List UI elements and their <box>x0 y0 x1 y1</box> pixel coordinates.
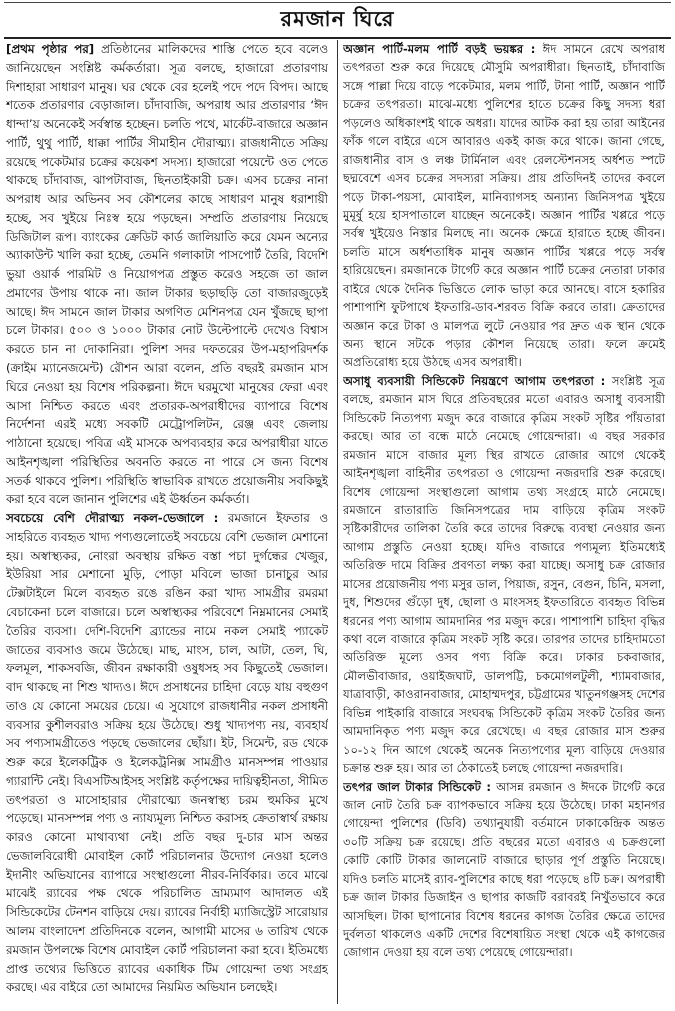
paragraph-text: ঈদ সামনে রেখে অপরাধ তৎপরতা শুরু করে দিয়েছে মৌসুমি অপরাধীরা। ছিনতাই, চাঁদাবাজি সঙ্গে পাল্লা দিয়ে বাড়ে পকেটমার, মলম পার্টি, টানা পার্টি, অজ্ঞান পার্টি চক্রের তৎপরতা। মাঝে-মধ্যে পুলিশের হাতে চক্রের কিছু সদস্য ধরা পড়লেও অধিকাংশই থাকে অধরা। যাদের আটক করা হয় তারা আইনের ফাঁক গলে বাইরে এসে আবারও একই কাজ করে থাকে। জানা গেছে, রাজধানীর বাস ও লঞ্চ টার্মিনাল এবং রেলস্টেশনসহ অর্ধশত স্পটে ছদ্মবেশে এসব চক্রের সদস্যরা সক্রিয়। প্রায় প্রতিদিনই তাদের কবলে পড়ে টাকা-পয়সা, মোবাইল, মানিব্যাগসহ অন্যান্য জিনিসপত্র খুইয়ে মুমূর্ষু হয়ে হাসপাতালে যাচ্ছেন অনেকেই। অজ্ঞান পার্টির খপ্পরে পড়ে সর্বস্ব খুইয়েও নিস্তার মিলছে না। অনেক ক্ষেত্রে হারাতে হচ্ছে জীবন। চলতি মাসে অর্ধশতাধিক মানুষ অজ্ঞান পার্টির খপ্পরে পড়ে সর্বস্ব হারিয়েছেন। রমজানকে টার্গেট করে অজ্ঞান পার্টি চক্রের নেতারা ঢাকার বাইরে থেকে দৈনিক ভিত্তিতে লোক ভাড়া করে আনছে। বাসে হকারির পাশাপাশি ফুটপাথে ইফতারি-ডাব-শরবত বিক্রি করবে তারা। ক্রেতাদের অজ্ঞান করে টাকা ও মালপত্র লুটে নেওয়ার পর দ্রুত এক স্থান থেকে অন্য স্থানে সটকে পড়ার কৌশল নিয়েছে তারা। ফলে ক্রমেই অপ্রতিরোধ্য হয়ে উঠছে এসব অপরাধী। <box>343 42 665 370</box>
right-column <box>343 40 665 1004</box>
subheading: অসাধু ব্যবসায়ী সিন্ডিকেট নিয়ন্ত্রণে আগাম তৎপরতা : <box>343 373 606 388</box>
column-divider <box>337 40 338 1004</box>
page-title: রমজান ঘিরে <box>280 5 395 31</box>
subheading: অজ্ঞান পার্টি-মলম পার্টি বড়ই ভয়ঙ্কর : <box>343 42 536 56</box>
paragraph-text: প্রতিষ্ঠানের মালিকদের শাস্তি পেতে হবে বলেও জানিয়েছেন সংশ্লিষ্ট কর্মকর্তারা। সূত্র বলছে, হাজারো প্রতারণায় দিশাহারা সাধারণ মানুষ। ঘর থেকে বের হলেই পদে পদে বিপদ। আছে শতেক প্রতারণার বেড়াজাল। চাঁদাবাজি, অপরাধ আর প্রতারণার ‘ঈদ ধান্দা’য় অনেকেই সর্বস্বান্ত হচ্ছেন। চলতি পথে, মার্কেট-বাজারে অজ্ঞান পার্টি, থুথু পার্টি, ধাক্কা পার্টির সীমাহীন দৌরাত্ম্য। রাজধানীতে সক্রিয় রয়েছে পকেটমার চক্রের কয়েকশ সদস্য। হাজারো পয়েন্টে ওত পেতে থাকছে চাঁদাবাজ, ঝাপটাবাজ, ছিনতাইকারী চক্র। এসব চক্রের নানা অপরাধ আর অভিনব সব কৌশলের কাছে সাধারণ মানুষ ধরাশায়ী হচ্ছে, সব খুইয়ে নিঃস্ব হয়ে পড়ছেন। সম্প্রতি প্রতারণায় নিয়েছে ডিজিটাল রূপ। ব্যাংকের ক্রেডিট কার্ড জালিয়াতি করে যেমন অন্যের অ্যাকাউন্ট খালি করা হচ্ছে, তেমনি গলাকাটা পাসপোর্ট তৈরি, বিদেশি ভুয়া ওয়ার্ক পারমিট ও নিয়োগপত্র প্রস্তুত করেও সহজে তা জাল প্রমাণের উপায় থাকে না। জাল টাকার ছড়াছড়ি তো বাজারজুড়েই আছে। ঈদ সামনে জাল টাকার অগণিত মেশিনপত্র যেন খুঁজছে ছাপা চলে টাকার। ৫০০ ও ১০০০ টাকার নোট উল্টেপাল্টে দেখেও বিশ্বাস করতে চান না দোকানিরা। পুলিশ সদর দফতরের উপ-মহাপরিদর্শক (ক্রাইম ম্যানেজমেন্ট) রৌশন আরা বলেন, প্রতি বছরই রমজান মাস ঘিরে নেওয়া হয় বিশেষ পরিকল্পনা। ঈদে ঘরমুখো মানুষের ফেরা এবং আসা নিশ্চিত করতে এবং প্রতারক-অপরাধীদের ব্যাপারে বিশেষ নির্দেশনা এরই মধ্যে সবকটি মেট্রোপলিটন, রেঞ্জ এবং জেলায় পাঠানো হয়েছে। পবিত্র এই মাসকে অপব্যবহার করে অপরাধীরা যাতে আইনশৃঙ্খলা পরিস্থিতির অবনতি করতে না পারে সে জন্য বিশেষ সতর্ক থাকবে পুলিশ। পরিস্থিতি স্বাভাবিক রাখতে প্রয়োজনীয় সবকিছুই করা হবে বলে জানান পুলিশের এই ঊর্ধ্বতন কর্মকর্তা। <box>6 42 328 507</box>
article-paragraph <box>6 40 328 509</box>
left-column <box>6 40 328 1004</box>
continuation-marker: [প্রথম পৃষ্ঠার পর] <box>6 42 95 56</box>
paragraph-text: সংশ্লিষ্ট সূত্র বলছে, রমজান মাস ঘিরে প্রতিবছরের মতো এবারও অসাধু ব্যবসায়ী সিন্ডিকেট নিত্যপণ্য মজুদ করে বাজারে কৃত্রিম সংকট সৃষ্টির পাঁয়তারা করছে। আর তা বন্ধে মাঠে নেমেছে গোয়েন্দারা। এ বছর সরকার রমজান মাসে বাজার মূল্য স্থির রাখতে রোজার আগে থেকেই আইনশৃঙ্খলা বাহিনীর তৎপরতা ও গোয়েন্দা নজরদারি শুরু করেছে। বিশেষ গোয়েন্দা সংস্থাগুলো আগাম তথ্য সংগ্রহে মাঠে নেমেছে। রমজানে রাতারাতি জিনিসপত্রের দাম বাড়িয়ে কৃত্রিম সংকট সৃষ্টিকারীদের তালিকা তৈরি করে তাদের বিরুদ্ধে ব্যবস্থা নেওয়ার জন্য আগাম প্রস্তুতি নেওয়া হচ্ছে। যদিও বাজারে পণ্যমূল্য ইতিমধ্যেই অতিরিক্ত দামে বিক্রির প্রবণতা লক্ষ্য করা যাচ্ছে। অসাধু চক্র রোজার মাসের প্রয়োজনীয় পণ্য মসুর ডাল, পিয়াজ, রসুন, বেগুন, চিনি, মসলা, দুধ, শিশুদের গুঁড়ো দুধ, ছোলা ও মাংসসহ ইফতারিতে ব্যবহৃত বিভিন্ন ধরনের পণ্য আগাম আমদানির পর মজুদ করে। পাশাপাশি চাহিদা বৃদ্ধির কথা বলে বাজারে কৃত্রিম সংকট সৃষ্টি করে। তারপর তাদের চাহিদামতো অতিরিক্ত মূল্যে ওসব পণ্য বিক্রি করে। ঢাকার চকবাজার, মৌলভীবাজার, ওয়াইজঘাট, ডালপট্টি, চকমোগলটুলী, শ্যামবাজার, যাত্রাবাড়ী, কাওরানবাজার, মোহাম্মদপুর, চট্টগ্রামের খাতুনগঞ্জসহ দেশের বিভিন্ন পাইকারি বাজারে সংঘবদ্ধ সিন্ডিকেট কৃত্রিম সংকট তৈরির জন্য আমদানিকৃত পণ্য মজুদ করে রেখেছে। এ বছর রোজার মাস শুরুর ১০-১২ দিন আগে থেকেই অনেক নিত্যপণ্যের মূল্য বাড়িয়ে দেওয়ার চক্রান্ত শুরু হয়। আর তা ঠেকাতেই চলছে গোয়েন্দা নজরদারি। <box>343 373 665 776</box>
paragraph-text: আসন্ন রমজান ও ঈদকে টার্গেট করে জাল নোট তৈরি চক্র ব্যাপকভাবে সক্রিয় হয়ে উঠেছে। ঢাকা মহানগর গোয়েন্দা পুলিশের (ডিবি) তথ্যানুযায়ী বর্তমানে ঢাকাকেন্দ্রিক অন্তত ৩০টি সক্রিয় চক্র রয়েছে। প্রতি বছরের মতো এবারও এ চক্রগুলো কোটি কোটি টাকার জালনোট বাজারে ছাড়ার পূর্ণ প্রস্তুতি নিয়েছে। যদিও চলতি মাসেই র‍্যাব-পুলিশের কাছে ধরা পড়েছে ৪টি চক্র। অপরাধী চক্র জাল টাকার ডিজাইন ও ছাপার কাজটি বরাবরই নিখুঁতভাবে করে আসছিল। টাকা ছাপানোর বিশেষ ধরনের কাগজ তৈরির ক্ষেত্রে তাদের দুর্বলতা থাকলেও একটি দেশের বিশেষায়িত সংস্থা থেকে এই কাগজের জোগান দেওয়া হয় বলে তথ্য পেয়েছে গোয়েন্দারা। <box>343 779 665 960</box>
paragraph-text: রমজানে ইফতার ও সাহরিতে ব্যবহৃত খাদ্য পণ্যগুলোতেই সবচেয়ে বেশি ভেজাল মেশানো হয়। অস্বাস্থ্যকর, নোংরা অবস্থায় রক্ষিত বস্তা পচা দুর্গন্ধের খেজুর, ইউরিয়া সার মেশানো মুড়ি, পোড়া মবিলে ভাজা চানাচুর আর টেক্সটাইলে মিলে ব্যবহৃত রঙে রঙিন করা খাদ্য সামগ্রীর রমরমা বেচাকেনা চলে বাজারে। চলে অস্বাস্থ্যকর পরিবেশে নিম্নমানের সেমাই তৈরির ব্যবসা। দেশি-বিদেশি ব্র্যান্ডের নামে নকল সেমাই প্যাকেট জাতের ব্যবসাও জমে উঠেছে। মাছ, মাংস, চাল, আটা, তেল, ঘি, ফলমূল, শাকসবজি, জীবন রক্ষাকারী ওষুধসহ সব কিছুতেই ভেজাল। বাদ থাকছে না শিশু খাদ্যও। ঈদে প্রসাধনের চাহিদা বেড়ে যায় বহুগুণ তাও যে কোনো সময়ের চেয়ে। এ সুযোগে রাজধানীর নকল প্রসাধনী ব্যবসার কুশীলবরাও সক্রিয় হয়ে উঠেছে। শুধু খাদ্যপণ্য নয়, ব্যবহার্য সব পণ্যসামগ্রীতেও পড়ছে ভেজালের ছোঁয়া। ইট, সিমেন্ট, রড থেকে শুরু করে ইলেকট্রিক ও ইলেকট্রনিক্স সামগ্রীও মানসম্পন্ন পাওয়ার গ্যারান্টি নেই। বিএসটিআইসহ সংশ্লিষ্ট কর্তৃপক্ষের দায়িত্বহীনতা, সীমিত তৎপরতা ও মাসোহারার দৌরাত্ম্যে জনস্বাস্থ্য চরম হুমকির মুখে পড়েছে। মানসম্পন্ন পণ্য ও ন্যায্যমূল্য নিশ্চিত করাসহ ক্রেতাস্বার্থ রক্ষায় কারও কোনো মাথাব্যথা নেই। প্রতি বছর দু-চার মাস অন্তর ভেজালবিরোধী মোবাইল কোর্ট পরিচালনার উদ্যোগ নেওয়া হলেও ইদানীং অভিযানের ব্যাপারে সংস্থাগুলো নীরব-নির্বিকার। তবে মাঝে মাঝেই র‍্যাবের পক্ষ থেকে পরিচালিত ভ্রাম্যমাণ আদালত এই সিন্ডিকেটের টেনশন বাড়িয়ে দেয়। র‍্যাবের নির্বাহী ম্যাজিস্ট্রেট সারোয়ার আলম বাংলাদেশ প্রতিদিনকে বলেন, আগামী মাসের ৬ তারিখ থেকে রমজান উপলক্ষে বিশেষ মোবাইল কোর্ট পরিচালনা করা হবে। ইতিমধ্যে প্রাপ্ত তথ্যের ভিত্তিতে র‍্যাবের একাধিক টিম গোয়েন্দা তথ্য সংগ্রহ করছে। এর বাইরে তো আমাদের নিয়মিত অভিযান চলছেই। <box>6 511 328 995</box>
article-paragraph <box>343 372 665 778</box>
article-paragraph <box>6 509 328 997</box>
article-paragraph <box>343 778 665 962</box>
article-paragraph <box>343 40 665 372</box>
subheading: তৎপর জাল টাকার সিন্ডিকেট : <box>343 779 491 794</box>
subheading: সবচেয়ে বেশি দৌরাত্ম্য নকল-ভেজালে : <box>6 511 219 526</box>
section-header <box>4 2 671 39</box>
